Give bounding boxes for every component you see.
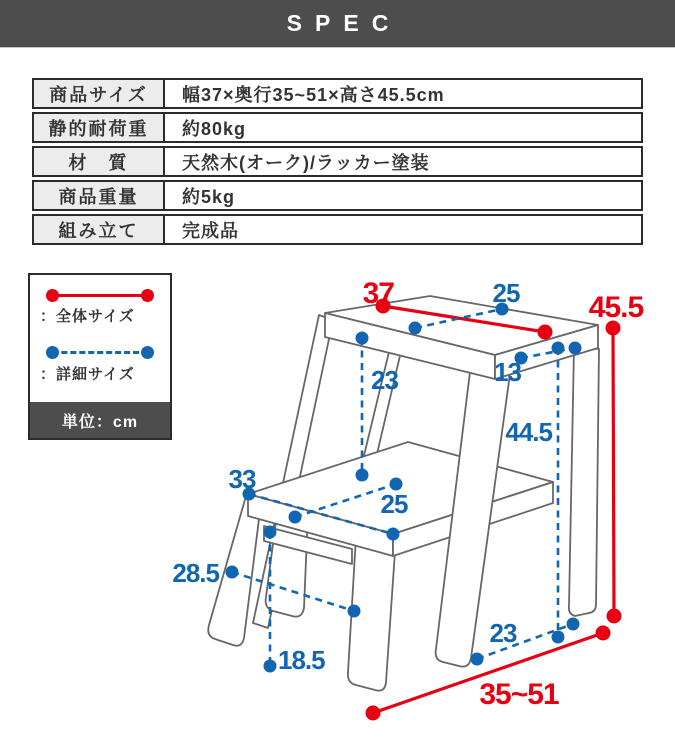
legend-detail-label: ：詳細サイズ [40, 366, 135, 383]
dim-label-height-under-top: 44.5 [505, 417, 552, 447]
legend-overall-label: ：全体サイズ [40, 308, 135, 325]
dim-label-step-rise: 23 [371, 365, 398, 395]
row-value-load: 約80kg [163, 112, 643, 143]
row-label-material: 材 質 [32, 146, 165, 177]
dim-overall-depth [366, 626, 611, 721]
row-label-load: 静的耐荷重 [32, 112, 165, 143]
dim-label-lower-step-width: 33 [228, 464, 256, 494]
page-title-text: SPEC [286, 10, 402, 36]
dim-label-top-step-depth: 25 [492, 278, 520, 308]
row-value-assembly: 完成品 [163, 214, 643, 245]
dim-rear-leg-span [471, 618, 580, 666]
top-step-rear-right-leg [569, 347, 599, 616]
row-label-weight: 商品重量 [32, 180, 165, 211]
dim-label-lower-step-height: 18.5 [278, 645, 325, 675]
row-label-assembly: 組み立て [32, 214, 165, 245]
row-value-weight: 約5kg [163, 180, 643, 211]
row-value-material: 天然木(オーク)/ラッカー塗装 [163, 146, 643, 177]
dim-label-rear-leg-span: 23 [489, 618, 517, 648]
unit-label: 単位：cm [61, 413, 139, 431]
dim-label-side-rail-depth: 13 [494, 357, 521, 387]
row-value-size: 幅37×奥行35~51×高さ45.5cm [163, 78, 643, 109]
dim-label-overall-height: 45.5 [588, 291, 644, 324]
row-label-size: 商品サイズ [32, 78, 165, 109]
dim-label-lower-step-span: 28.5 [172, 558, 219, 588]
dim-label-lower-step-depth: 25 [380, 489, 408, 519]
dim-label-overall-depth: 35~51 [479, 678, 559, 711]
dim-label-top-step-width: 37 [362, 277, 394, 310]
